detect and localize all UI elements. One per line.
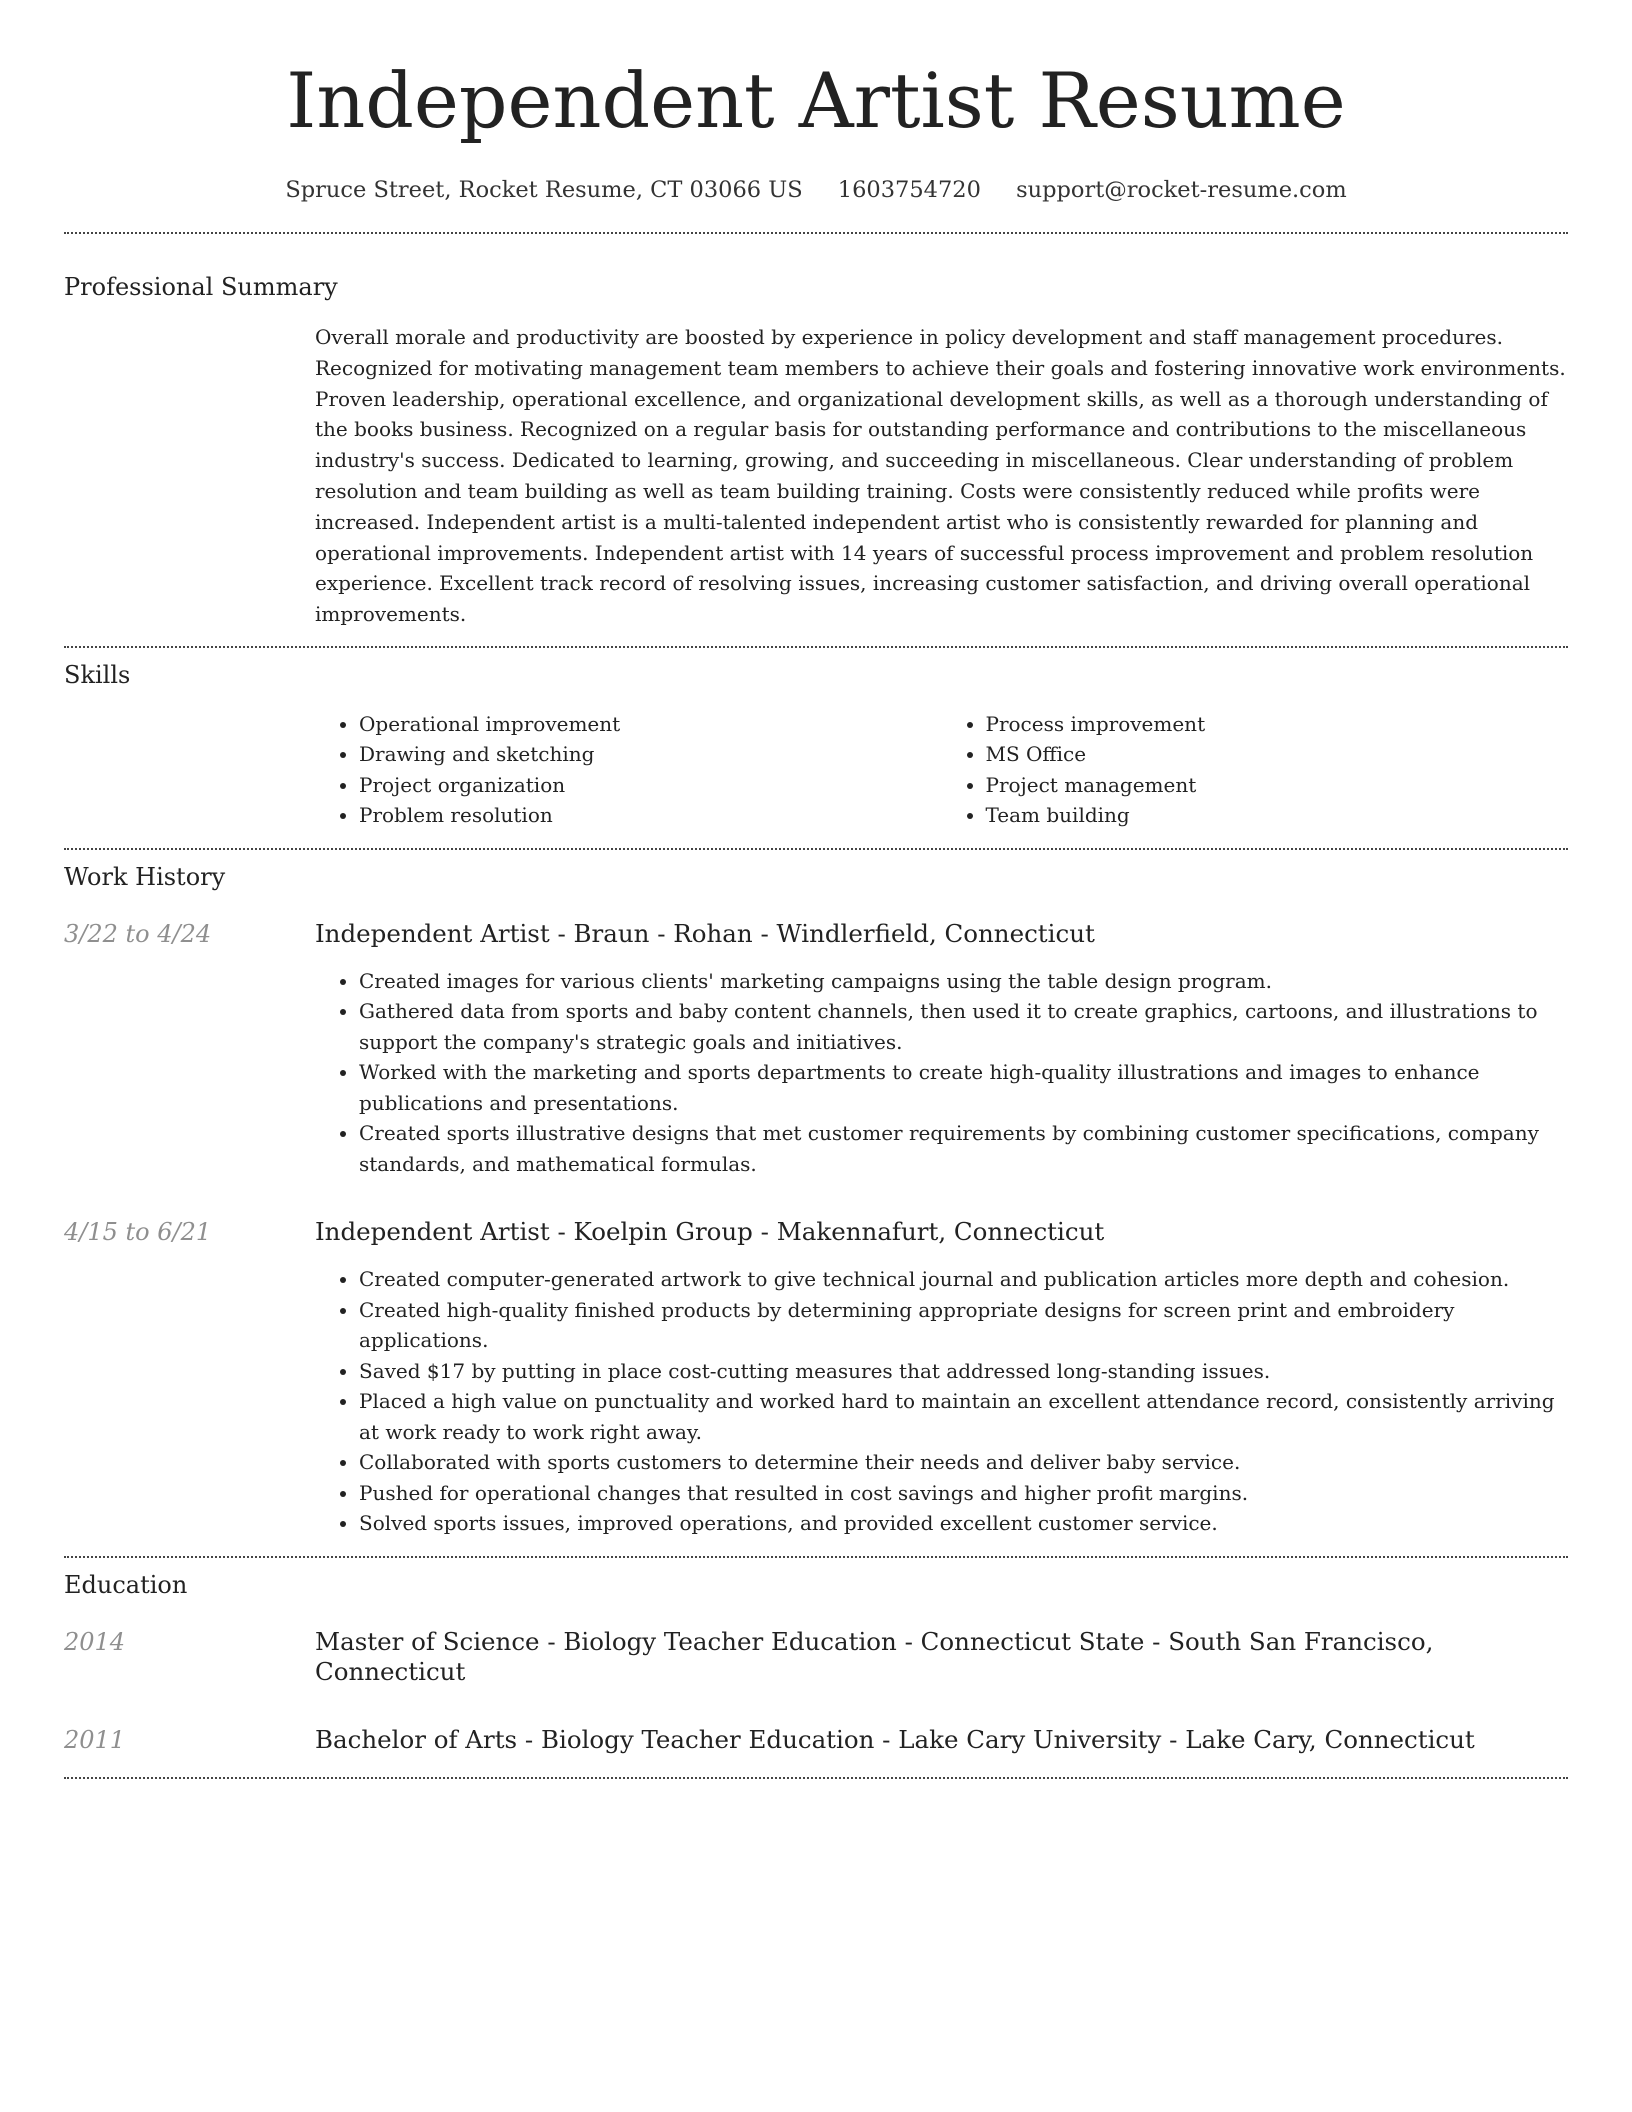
section-heading-education: Education <box>64 1570 188 1599</box>
contact-email: support@rocket-resume.com <box>1016 177 1347 203</box>
skill-item: • Team building <box>986 800 1569 831</box>
job-bullet: • Created images for various clients' marketing campaigns using the table design program. <box>359 966 1568 997</box>
divider <box>64 232 1568 234</box>
resume-page <box>64 0 1568 1779</box>
section-heading-work-history: Work History <box>64 862 226 891</box>
job-bullet: • Pushed for operational changes that resulted in cost savings and higher profit margins. <box>359 1478 1568 1509</box>
skill-item: • MS Office <box>986 739 1569 770</box>
education-entry <box>64 1627 1568 1687</box>
job-bullets <box>315 966 1568 1180</box>
education-entry <box>64 1725 1568 1755</box>
job-entry <box>64 919 1568 1180</box>
contact-phone: 1603754720 <box>837 177 981 203</box>
job-bullet: • Created sports illustrative designs that met customer requirements by combining customer specifications, company standards, and mathematical formulas. <box>359 1118 1568 1179</box>
education-title: Bachelor of Arts - Biology Teacher Education - Lake Cary University - Lake Cary, Connecticut <box>315 1724 1475 1754</box>
education-section <box>64 1570 1568 1755</box>
skills-section <box>64 660 1568 831</box>
skills-column-right <box>942 709 1569 831</box>
section-heading-summary: Professional Summary <box>64 273 338 301</box>
skill-item: • Project management <box>986 770 1569 801</box>
job-dates: 4/15 to 6/21 <box>64 1218 212 1247</box>
skill-item: • Project organization <box>359 770 942 801</box>
skill-item: • Drawing and sketching <box>359 739 942 770</box>
job-title: Independent Artist - Braun - Rohan - Windlerfield, Connecticut <box>315 918 1095 948</box>
contact-address: Spruce Street, Rocket Resume, CT 03066 US <box>285 177 803 203</box>
job-dates: 3/22 to 4/24 <box>64 919 212 948</box>
skill-item: • Process improvement <box>986 709 1569 740</box>
education-year: 2014 <box>64 1627 126 1656</box>
job-bullet: • Gathered data from sports and baby content channels, then used it to create graphics, cartoons, and illustrations to support the company's strategic goals and initiatives. <box>359 996 1568 1057</box>
skills-list <box>315 709 1568 831</box>
education-year: 2011 <box>64 1725 126 1754</box>
divider <box>64 646 1568 648</box>
job-bullet: • Solved sports issues, improved operations, and provided excellent customer service. <box>359 1508 1568 1539</box>
work-history-section <box>64 862 1568 1539</box>
divider <box>64 848 1568 850</box>
job-bullet: • Placed a high value on punctuality and worked hard to maintain an excellent attendance record, consistently arriving at work ready to work right away. <box>359 1386 1568 1447</box>
job-bullet: • Collaborated with sports customers to determine their needs and deliver baby service. <box>359 1447 1568 1478</box>
skills-column-left <box>315 709 942 831</box>
divider <box>64 1556 1568 1558</box>
job-bullets <box>315 1264 1568 1539</box>
resume-title: Independent Artist Resume <box>286 56 1346 145</box>
education-title: Master of Science - Biology Teacher Education - Connecticut State - South San Francisco, Connecticut <box>315 1626 1434 1686</box>
summary-section <box>64 272 1568 630</box>
divider <box>64 1777 1568 1779</box>
job-bullet: • Created computer-generated artwork to give technical journal and publication articles more depth and cohesion. <box>359 1264 1568 1295</box>
section-heading-skills: Skills <box>64 660 131 689</box>
job-title: Independent Artist - Koelpin Group - Makennafurt, Connecticut <box>315 1217 1105 1247</box>
summary-text: Overall morale and productivity are boosted by experience in policy development and staff management procedures. Recognized for motivating management team members to achieve their goals and fostering innovative work environments. Proven leadership, operational excellence, and organizational development skills, as well as a thorough understanding of the books business. Recognized on a regular basis for outstanding performance and contributions to the miscellaneous industry's success. Dedicated to learning, growing, and succeeding in miscellaneous. Clear understanding of problem resolution and team building as well as team building training. Costs were consistently reduced while profits were increased. Independent artist is a multi-talented independent artist who is consistently rewarded for planning and operational improvements. Independent artist with 14 years of successful process improvement and problem resolution experience. Excellent track record of resolving issues, increasing customer satisfaction, and driving overall operational improvements. <box>315 325 1566 627</box>
contact-line <box>64 174 1568 206</box>
job-bullet: • Created high-quality finished products by determining appropriate designs for screen print and embroidery applications. <box>359 1295 1568 1356</box>
job-bullet: • Worked with the marketing and sports departments to create high-quality illustrations and images to enhance publications and presentations. <box>359 1057 1568 1118</box>
job-bullet: • Saved $17 by putting in place cost-cutting measures that addressed long-standing issues. <box>359 1356 1568 1387</box>
job-entry <box>64 1217 1568 1539</box>
skill-item: • Problem resolution <box>359 800 942 831</box>
skill-item: • Operational improvement <box>359 709 942 740</box>
